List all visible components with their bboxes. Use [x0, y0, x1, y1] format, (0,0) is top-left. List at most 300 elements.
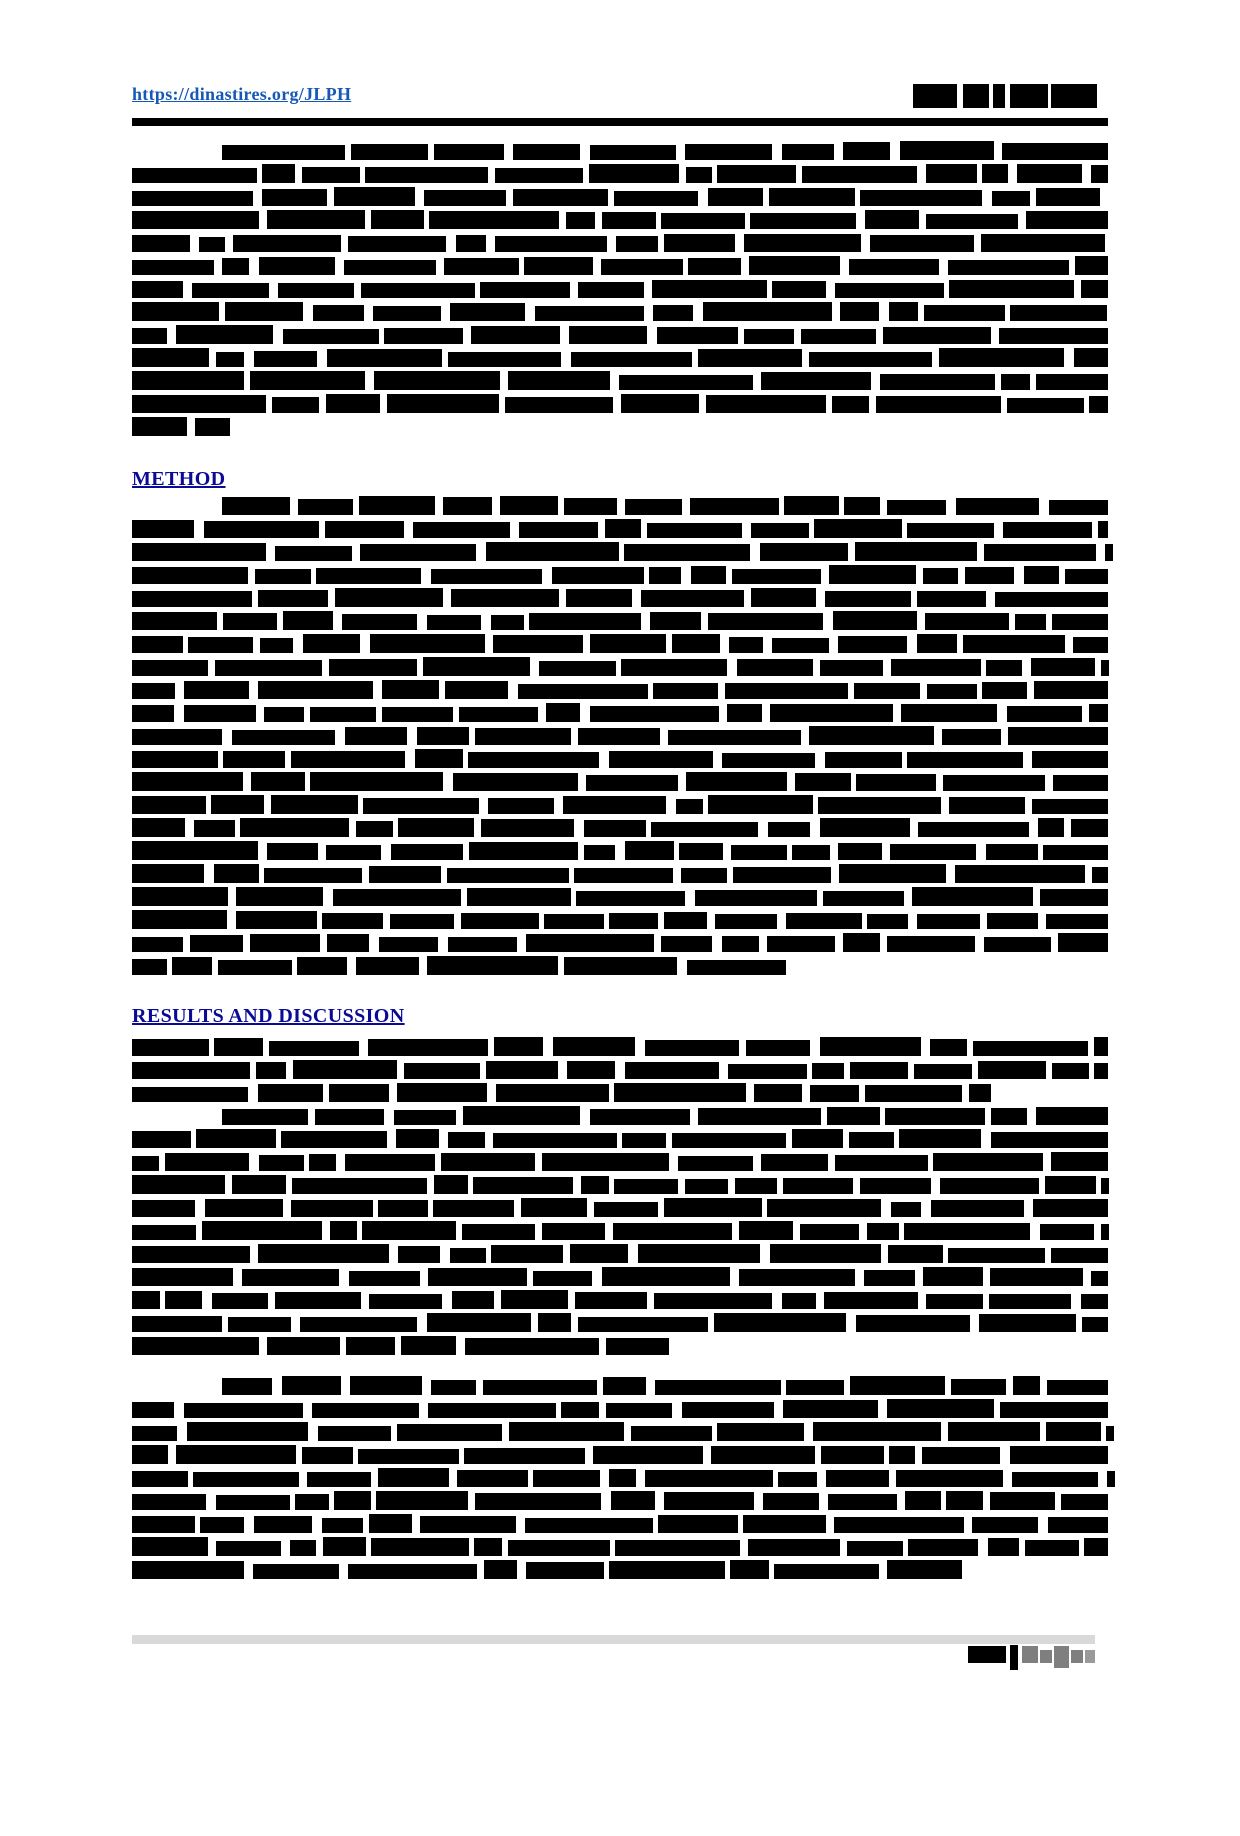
redacted-word — [792, 845, 830, 860]
redacted-word — [926, 1294, 983, 1309]
page-word-chunk — [1040, 1650, 1052, 1663]
redacted-word — [132, 168, 257, 183]
redacted-word — [236, 887, 323, 906]
redacted-word — [880, 374, 995, 390]
redacted-text-line — [132, 566, 1108, 584]
redacted-word — [232, 730, 335, 745]
redacted-text-line — [132, 1222, 1108, 1240]
redacted-word — [1094, 1037, 1108, 1056]
redacted-word — [132, 1426, 177, 1441]
redacted-word — [751, 588, 816, 607]
redacted-word — [369, 866, 441, 883]
redacted-word — [1107, 1471, 1115, 1487]
redacted-word — [823, 891, 904, 906]
redacted-word — [448, 1132, 485, 1148]
redacted-word — [434, 1175, 468, 1194]
redacted-word — [256, 1062, 286, 1079]
redacted-word — [1034, 681, 1108, 699]
redacted-word — [728, 1064, 807, 1079]
redacted-word — [292, 1178, 427, 1194]
redacted-text-line — [132, 234, 1108, 252]
redacted-word — [431, 569, 542, 584]
redacted-word — [982, 164, 1008, 183]
redacted-word — [1036, 188, 1100, 206]
redacted-word — [1007, 706, 1082, 722]
redacted-word — [603, 1377, 646, 1395]
redacted-word — [1033, 1199, 1108, 1217]
redacted-text-line — [132, 1084, 1108, 1102]
redacted-header-chunk — [963, 84, 989, 108]
redacted-text-line — [132, 257, 1108, 275]
redacted-word — [267, 1337, 340, 1355]
redacted-word — [586, 775, 678, 791]
redacted-word — [525, 1518, 653, 1533]
method-heading: METHOD — [132, 468, 226, 490]
redacted-text-line — [132, 372, 1108, 390]
redacted-text-line — [132, 1153, 1108, 1171]
redacted-word — [939, 348, 1064, 367]
redacted-word — [664, 1492, 754, 1510]
redacted-word — [312, 1403, 419, 1418]
redacted-paragraph-method — [132, 497, 1108, 975]
redacted-word — [344, 260, 436, 275]
redacted-word — [326, 845, 381, 860]
redacted-word — [346, 1337, 395, 1355]
redacted-word — [1105, 544, 1113, 561]
redacted-word — [322, 913, 383, 929]
redacted-word — [824, 1292, 918, 1309]
redacted-word — [631, 1426, 712, 1441]
redacted-word — [1048, 1517, 1108, 1533]
redacted-word — [196, 1129, 276, 1148]
redacted-word — [194, 820, 235, 837]
redacted-word — [847, 1541, 903, 1556]
redacted-word — [450, 1248, 486, 1263]
redacted-word — [132, 1561, 244, 1579]
redacted-text-line — [132, 280, 1108, 298]
redacted-word — [302, 167, 360, 183]
redacted-word — [508, 371, 610, 390]
redacted-word — [1091, 1271, 1108, 1286]
redacted-word — [690, 498, 779, 515]
redacted-word — [999, 328, 1108, 344]
redacted-text-line — [132, 888, 1108, 906]
redacted-word — [653, 683, 718, 699]
redacted-word — [566, 589, 632, 607]
redacted-word — [772, 281, 826, 298]
redacted-word — [293, 1060, 397, 1079]
redacted-text-line — [132, 842, 1108, 860]
redacted-word — [570, 1244, 628, 1263]
redacted-word — [833, 611, 917, 630]
redacted-word — [828, 1494, 897, 1510]
redacted-word — [251, 772, 305, 791]
redacted-word — [132, 910, 227, 929]
redacted-word — [467, 888, 571, 906]
redacted-word — [614, 191, 698, 206]
redacted-word — [195, 418, 230, 436]
redacted-word — [664, 234, 735, 252]
redacted-word — [330, 1221, 357, 1240]
redacted-word — [222, 258, 249, 275]
redacted-word — [1008, 727, 1108, 745]
redacted-word — [622, 1133, 666, 1148]
redacted-word — [838, 843, 882, 860]
redacted-word — [1031, 658, 1095, 676]
redacted-word — [552, 567, 644, 584]
redacted-word — [132, 1087, 248, 1102]
redacted-word — [327, 349, 442, 367]
redacted-word — [494, 1037, 543, 1056]
redacted-word — [184, 1403, 303, 1418]
redacted-word — [471, 326, 560, 344]
redacted-header-chunk — [913, 84, 957, 108]
redacted-word — [621, 394, 699, 413]
redacted-word — [708, 188, 763, 206]
redacted-word — [452, 1291, 494, 1309]
redacted-word — [533, 1470, 600, 1487]
redacted-word — [1010, 305, 1107, 321]
redacted-word — [1089, 396, 1108, 413]
redacted-word — [348, 236, 446, 252]
redacted-word — [187, 1422, 308, 1441]
redacted-word — [365, 167, 488, 183]
redacted-header-chunk — [1010, 84, 1048, 108]
redacted-word — [676, 799, 703, 814]
redacted-word — [132, 591, 252, 607]
redacted-word — [581, 1176, 609, 1194]
redacted-word — [132, 959, 167, 975]
redacted-word — [356, 957, 419, 975]
redacted-word — [594, 1202, 658, 1217]
redacted-word — [783, 1400, 878, 1418]
redacted-word — [849, 1132, 894, 1148]
redacted-word — [329, 659, 417, 676]
redacted-word — [564, 498, 617, 515]
redacted-word — [589, 164, 679, 183]
redacted-word — [542, 1153, 669, 1171]
redacted-word — [956, 498, 1039, 515]
redacted-word — [445, 681, 508, 699]
redacted-word — [233, 235, 341, 252]
redacted-word — [264, 707, 304, 722]
redacted-word — [820, 818, 910, 837]
journal-url-link[interactable]: https://dinastires.org/JLPH — [132, 84, 352, 104]
redacted-word — [132, 1291, 160, 1309]
redacted-word — [887, 1560, 962, 1579]
redacted-word — [333, 889, 461, 906]
redacted-word — [856, 774, 936, 791]
redacted-word — [132, 1516, 195, 1533]
redacted-word — [398, 1246, 440, 1263]
redacted-word — [864, 1270, 915, 1286]
redacted-word — [250, 934, 320, 952]
redacted-word — [1098, 521, 1108, 538]
redacted-word — [464, 1448, 585, 1464]
redacted-word — [462, 1224, 535, 1240]
redacted-word — [356, 821, 393, 837]
redacted-text-line — [132, 1337, 1108, 1355]
redacted-word — [360, 544, 476, 561]
redacted-word — [685, 1179, 728, 1194]
redacted-word — [269, 1041, 359, 1056]
redacted-word — [706, 395, 826, 413]
redacted-word — [782, 1293, 816, 1309]
redacted-text-line — [132, 165, 1108, 183]
redacted-text-line — [132, 1423, 1108, 1441]
redacted-word — [326, 394, 380, 413]
redacted-text-line — [132, 1061, 1108, 1079]
redacted-word — [250, 371, 365, 390]
redacted-word — [926, 164, 977, 183]
redacted-text-line — [132, 395, 1108, 413]
redacted-word — [625, 841, 674, 860]
redacted-word — [255, 569, 311, 584]
redacted-word — [453, 773, 578, 791]
redacted-word — [205, 1199, 283, 1217]
redacted-word — [602, 212, 656, 229]
redacted-text-line — [132, 188, 1108, 206]
redacted-word — [444, 258, 519, 275]
redacted-word — [986, 844, 1038, 860]
redacted-header-chunk — [993, 84, 1005, 108]
redacted-word — [664, 1198, 762, 1217]
redacted-word — [529, 613, 641, 630]
redacted-word — [496, 1084, 609, 1102]
redacted-word — [481, 819, 574, 837]
redacted-word — [362, 1221, 456, 1240]
redacted-word — [661, 936, 712, 952]
redacted-word — [544, 914, 604, 929]
redacted-word — [378, 1200, 428, 1217]
redacted-word — [615, 1540, 740, 1556]
redacted-word — [1046, 1422, 1101, 1441]
redacted-word — [1106, 1426, 1114, 1441]
redacted-word — [132, 191, 253, 206]
redacted-word — [1046, 914, 1108, 929]
redacted-word — [978, 1061, 1046, 1079]
redacted-text-line — [132, 497, 1108, 515]
redacted-word — [1051, 1152, 1108, 1171]
redacted-word — [987, 913, 1038, 929]
redacted-word — [889, 1446, 915, 1464]
redacted-word — [661, 213, 745, 229]
redacted-word — [914, 1064, 972, 1079]
redacted-word — [190, 935, 243, 952]
redacted-word — [443, 497, 492, 515]
redacted-word — [1017, 164, 1082, 183]
redacted-word — [625, 1062, 719, 1079]
redacted-word — [222, 1378, 272, 1395]
redacted-word — [825, 752, 902, 768]
redacted-word — [887, 936, 975, 952]
redacted-word — [989, 1294, 1071, 1309]
redacted-word — [655, 1380, 781, 1395]
redacted-word — [708, 795, 813, 814]
redacted-word — [396, 1129, 439, 1148]
redacted-word — [433, 1200, 514, 1217]
redacted-word — [1025, 1540, 1079, 1556]
redacted-word — [488, 798, 554, 814]
redacted-word — [259, 1155, 304, 1171]
redacted-word — [678, 1156, 753, 1171]
redacted-word — [835, 1155, 928, 1171]
redacted-word — [820, 1037, 921, 1056]
redacted-word — [735, 1178, 777, 1194]
redacted-word — [922, 1447, 1000, 1464]
redacted-text-line — [132, 796, 1108, 814]
redacted-word — [267, 843, 318, 860]
redacted-word — [984, 544, 1096, 561]
redacted-word — [578, 728, 660, 745]
redacted-word — [645, 1470, 773, 1487]
redacted-word — [275, 546, 352, 561]
redacted-text-line — [132, 773, 1108, 791]
redacted-word — [654, 1293, 772, 1309]
redacted-word — [258, 1244, 389, 1263]
redacted-word — [165, 1291, 202, 1309]
redacted-word — [404, 1063, 480, 1079]
redacted-word — [1015, 614, 1046, 630]
redacted-word — [888, 1245, 943, 1263]
redacted-word — [986, 660, 1022, 676]
redacted-word — [275, 1292, 361, 1309]
redacted-word — [991, 1108, 1027, 1125]
redacted-word — [584, 820, 646, 837]
redacted-word — [792, 1129, 843, 1148]
redacted-text-line — [132, 1176, 1108, 1194]
redacted-word — [832, 396, 869, 413]
redacted-word — [176, 1445, 296, 1464]
redacted-word — [1091, 165, 1108, 183]
redacted-word — [513, 144, 580, 160]
redacted-word — [1036, 374, 1108, 390]
redacted-word — [948, 1248, 1045, 1263]
redacted-word — [965, 567, 1014, 584]
redacted-word — [259, 257, 335, 275]
redacted-word — [307, 1472, 371, 1487]
redacted-word — [351, 144, 428, 160]
redacted-word — [940, 1178, 1039, 1194]
redacted-text-line — [132, 303, 1108, 321]
redacted-word — [228, 1317, 291, 1332]
redacted-word — [850, 1062, 908, 1079]
redacted-word — [1053, 775, 1108, 791]
redacted-word — [979, 1314, 1076, 1332]
redacted-word — [420, 1516, 516, 1533]
redacted-word — [132, 864, 204, 883]
redacted-word — [486, 1061, 558, 1079]
redacted-word — [417, 727, 469, 745]
redacted-word — [606, 1403, 672, 1418]
redacted-word — [423, 657, 530, 676]
redacted-text-line — [132, 1245, 1108, 1263]
redacted-word — [216, 1495, 290, 1510]
redacted-word — [602, 1267, 730, 1286]
redacted-word — [172, 957, 212, 975]
redacted-word — [258, 590, 328, 607]
redacted-word — [825, 591, 911, 607]
redacted-word — [132, 1039, 209, 1056]
redacted-text-line — [132, 957, 1108, 975]
redacted-word — [613, 1223, 732, 1240]
redacted-word — [609, 751, 713, 768]
redacted-word — [739, 1221, 793, 1240]
redacted-word — [363, 798, 479, 814]
redacted-text-line — [132, 1291, 1108, 1309]
redacted-word — [232, 1175, 286, 1194]
redacted-word — [625, 499, 682, 515]
redacted-word — [890, 844, 976, 860]
redacted-word — [616, 236, 658, 252]
redacted-word — [703, 302, 832, 321]
redacted-word — [278, 283, 354, 298]
redacted-word — [254, 351, 317, 367]
redacted-word — [350, 1376, 422, 1395]
redacted-word — [813, 1422, 941, 1441]
redacted-word — [291, 1200, 373, 1217]
redacted-word — [988, 1538, 1019, 1556]
redacted-word — [456, 235, 486, 252]
redacted-word — [553, 1037, 635, 1056]
redacted-word — [715, 914, 777, 929]
redacted-word — [457, 1470, 528, 1487]
redacted-word — [281, 1131, 387, 1148]
redacted-word — [770, 1244, 881, 1263]
redacted-word — [495, 168, 583, 183]
redacted-word — [132, 1131, 191, 1148]
redacted-word — [361, 283, 475, 298]
redacted-word — [475, 728, 571, 745]
redacted-word — [323, 1537, 366, 1556]
redacted-word — [225, 302, 303, 321]
redacted-word — [767, 1199, 881, 1217]
redacted-word — [1038, 818, 1064, 837]
redacted-word — [923, 568, 958, 584]
redacted-word — [963, 635, 1065, 653]
redacted-word — [349, 1271, 420, 1286]
redacted-text-line — [132, 1538, 1108, 1556]
redacted-word — [463, 1106, 580, 1125]
redacted-word — [1073, 637, 1108, 653]
redacted-word — [132, 937, 183, 952]
redacted-word — [641, 590, 744, 607]
redacted-word — [240, 818, 349, 837]
redacted-text-line — [132, 1561, 1108, 1579]
redacted-word — [193, 1472, 299, 1487]
redacted-word — [211, 795, 264, 814]
redacted-word — [946, 1491, 983, 1510]
redacted-word — [132, 636, 183, 653]
redacted-word — [593, 1446, 703, 1464]
redacted-word — [1002, 143, 1108, 160]
header-rule — [132, 118, 1108, 126]
redacted-word — [132, 1494, 206, 1510]
redacted-word — [334, 1491, 371, 1510]
redacted-word — [1094, 1063, 1108, 1079]
redacted-word — [1101, 1178, 1109, 1194]
redacted-word — [786, 1380, 844, 1395]
redacted-word — [448, 937, 517, 952]
redacted-word — [711, 1446, 815, 1464]
redacted-word — [1001, 374, 1030, 390]
redacted-word — [526, 934, 654, 952]
redacted-word — [1061, 1494, 1108, 1510]
redacted-word — [748, 1539, 840, 1556]
redacted-text-line — [132, 704, 1108, 722]
redacted-word — [951, 1379, 1006, 1395]
redacted-word — [576, 891, 685, 906]
